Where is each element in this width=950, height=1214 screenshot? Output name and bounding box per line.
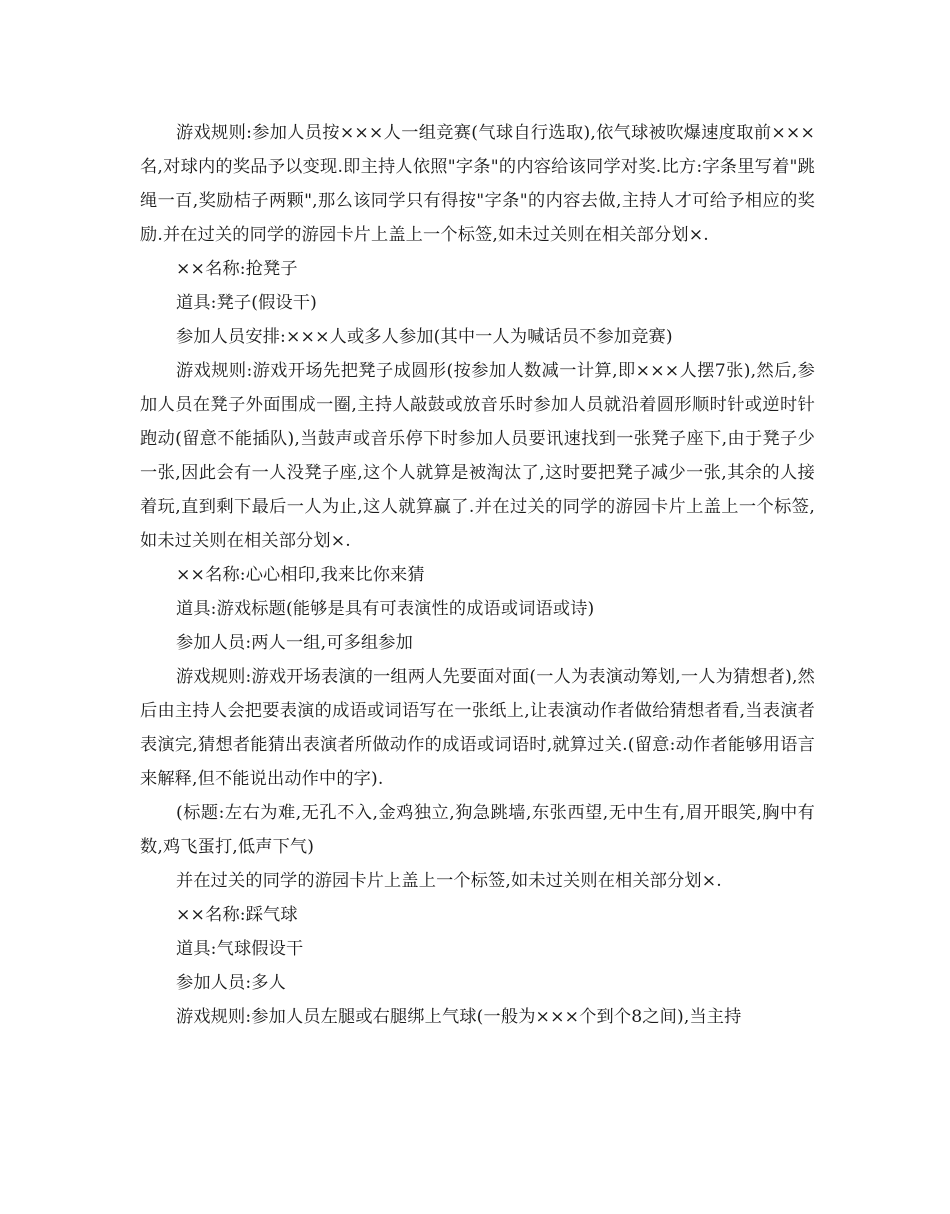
- paragraph-props-balloon-stomp: 道具:气球假设干: [176, 939, 304, 959]
- paragraph-props-chairs: 道具:凳子(假设干): [176, 293, 318, 313]
- paragraph-props-guess: 道具:游戏标题(能够是具有可表演性的成语或词语或诗): [176, 599, 595, 619]
- paragraph-guess-stamp: 并在过关的同学的游园卡片上盖上一个标签,如未过关则在相关部分划×.: [176, 871, 722, 891]
- paragraph-participants-chairs: 参加人员安排:×××人或多人参加(其中一人为喊话员不参加竞赛): [176, 327, 673, 347]
- paragraph-guess-rules: 游戏规则:游戏开场表演的一组两人先要面对面(一人为表演动筹划,一人为猜想者),然后由主持人会把要表演的成语或词语写在一张纸上,让表演动作者做给猜想者看,当表演者表演完,猜想者能猜出表演者所做动作的成语或词语时,就算过关.(留意:动作者能够用语言来解释,但不能说出动作中的字).: [140, 667, 815, 789]
- paragraph-game-name-balloon-stomp: ××名称:踩气球: [176, 905, 298, 925]
- paragraph-chairs-rules: 游戏规则:游戏开场先把凳子成圆形(按参加人数减一计算,即×××人摆7张),然后,参加人员在凳子外面围成一圈,主持人敲鼓或放音乐时参加人员就沿着圆形顺时针或逆时针跑动(留意不能插队),当鼓声或音乐停下时参加人员要讯速找到一张凳子座下,由于凳子少一张,因此会有一人没凳子座,这个人就算是被淘汰了,这时要把凳子减少一张,其余的人接着玩,直到剩下最后一人为止,这人就算赢了.并在过关的同学的游园卡片上盖上一个标签,如未过关则在相关部分划×.: [140, 361, 815, 551]
- document-body: [140, 116, 815, 1034]
- paragraph-balloon-stomp-rules: 游戏规则:参加人员左腿或右腿绑上气球(一般为×××个到个8之间),当主持: [176, 1007, 742, 1027]
- paragraph-guess-titles: (标题:左右为难,无孔不入,金鸡独立,狗急跳墙,东张西望,无中生有,眉开眼笑,胸中有数,鸡飞蛋打,低声下气): [140, 803, 815, 857]
- paragraph-balloon-rules: 游戏规则:参加人员按×××人一组竞赛(气球自行选取),依气球被吹爆速度取前×××名,对球内的奖品予以变现.即主持人依照"字条"的内容给该同学对奖.比方:字条里写着"跳绳一百,奖励桔子两颗",那么该同学只有得按"字条"的内容去做,主持人才可给予相应的奖励.并在过关的同学的游园卡片上盖上一个标签,如未过关则在相关部分划×.: [140, 123, 815, 245]
- paragraph-participants-guess: 参加人员:两人一组,可多组参加: [176, 633, 413, 653]
- paragraph-game-name-chairs: ××名称:抢凳子: [176, 259, 298, 279]
- paragraph-participants-balloon-stomp: 参加人员:多人: [176, 973, 286, 993]
- paragraph-game-name-guess: ××名称:心心相印,我来比你来猜: [176, 565, 425, 585]
